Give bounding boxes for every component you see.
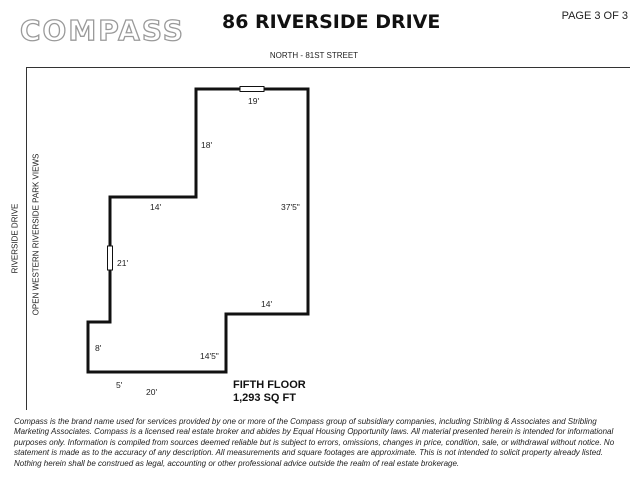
floor-name: FIFTH FLOOR bbox=[233, 379, 306, 391]
compass-logo: COMPASS bbox=[20, 14, 185, 47]
dim-lower-right: 14'5" bbox=[200, 351, 219, 361]
floor-caption bbox=[233, 379, 306, 405]
dim-left-wall: 21' bbox=[117, 258, 129, 268]
dim-bottom: 20' bbox=[146, 387, 158, 397]
north-street-label: NORTH - 81ST STREET bbox=[269, 51, 359, 60]
dim-upper-left: 18' bbox=[201, 140, 213, 150]
dim-right: 37'5" bbox=[281, 202, 300, 212]
dim-top: 19' bbox=[248, 96, 260, 106]
dim-mid-width: 14' bbox=[150, 202, 162, 212]
park-views-label: OPEN WESTERN RIVERSIDE PARK VIEWS bbox=[31, 153, 41, 316]
dim-bay-height: 8' bbox=[95, 343, 102, 353]
dim-step: 14' bbox=[261, 299, 273, 309]
riverside-drive-label: RIVERSIDE DRIVE bbox=[10, 203, 20, 274]
north-window bbox=[240, 87, 264, 92]
west-window bbox=[108, 246, 113, 270]
floor-outline bbox=[88, 89, 308, 372]
dim-bay-depth: 5' bbox=[116, 380, 123, 390]
legal-disclaimer: Compass is the brand name used for services provided by one or more of the Compass group of subsidiary companies, including Stribling & Associates and Stribling Marketing Associates. Compass is a licensed real estate broker and abides by Equal Housing Opportunity laws. All material presented herein is intended for informational purposes only. Information is compiled from sources deemed reliable but is subject to errors, omissions, changes in price, condition, sale, or withdrawal without notice. No statement is made as to the accuracy of any description. All measurements and square footages are approximate. This is not intended to solicit property already listed. Nothing herein shall be construed as legal, accounting or other professional advice outside the realm of real estate brokerage. bbox=[14, 417, 615, 468]
floor-area: 1,293 SQ FT bbox=[233, 392, 296, 404]
page-title: 86 RIVERSIDE DRIVE bbox=[222, 11, 441, 33]
page-number: PAGE 3 OF 3 bbox=[561, 10, 628, 22]
